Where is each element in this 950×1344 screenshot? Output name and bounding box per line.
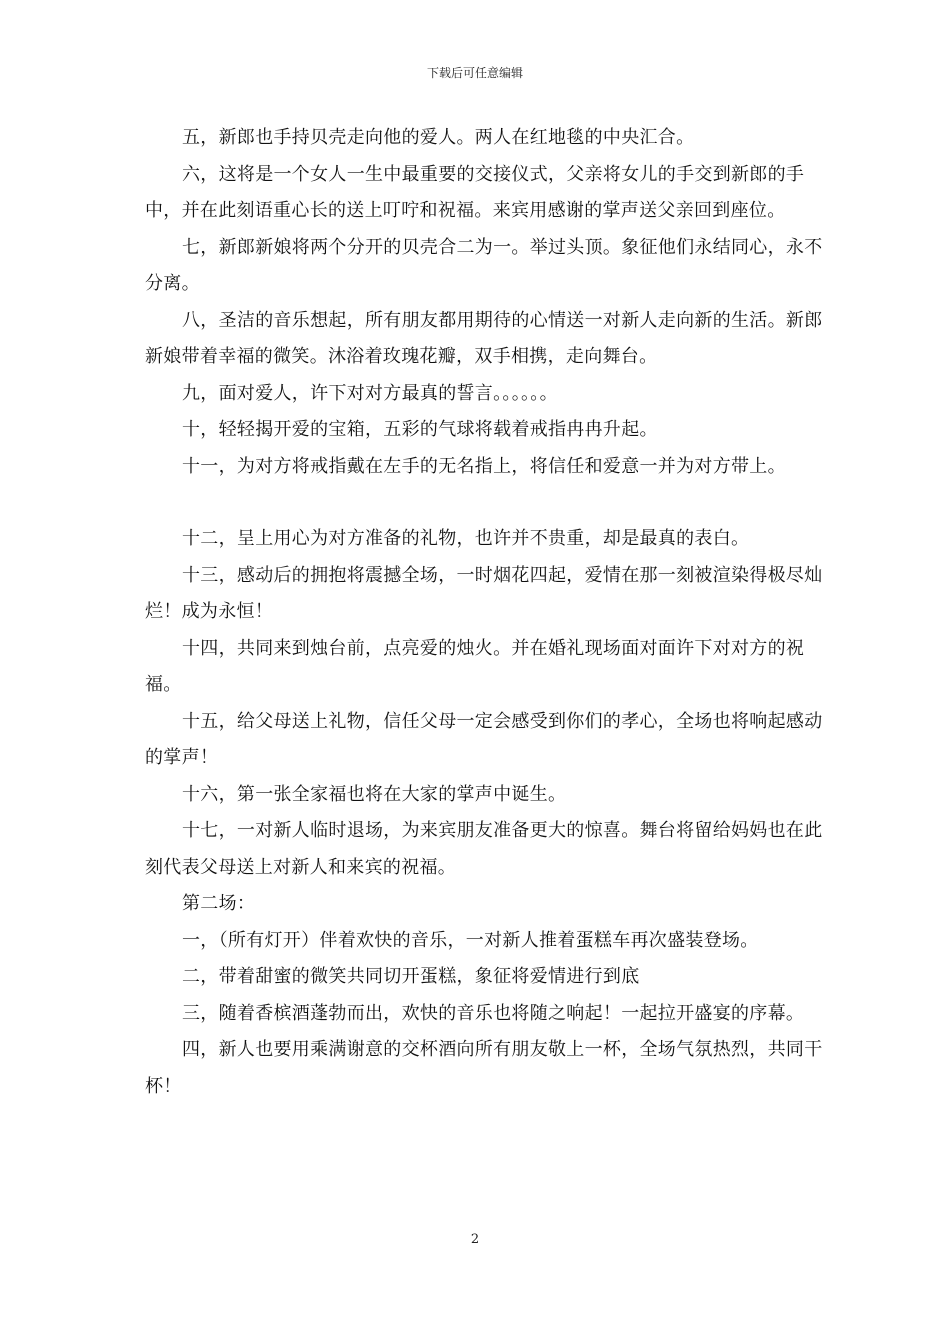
paragraph: 十六，第一张全家福也将在大家的掌声中诞生。: [182, 783, 567, 805]
paragraph: 十四，共同来到烛台前，点亮爱的烛火。并在婚礼现场面对面许下对对方的祝福。: [145, 637, 805, 695]
paragraph: 十七，一对新人临时退场，为来宾朋友准备更大的惊喜。舞台将留给妈妈也在此刻代表父母送上对新人和来宾的祝福。: [145, 820, 823, 878]
paragraph: 七，新郎新娘将两个分开的贝壳合二为一。举过头顶。象征他们永结同心，永不分离。: [145, 236, 823, 294]
paragraph: 六，这将是一个女人一生中最重要的交接仪式，父亲将女儿的手交到新郎的手中，并在此刻语重心长的送上叮咛和祝福。来宾用感谢的掌声送父亲回到座位。: [145, 163, 805, 221]
paragraph: 十，轻轻揭开爱的宝箱，五彩的气球将载着戒指冉冉升起。: [182, 419, 658, 440]
page-header: 下载后可任意编辑: [426, 66, 523, 80]
paragraph: 四，新人也要用乘满谢意的交杯酒向所有朋友敬上一杯，全场气氛热烈，共同干杯！: [145, 1039, 823, 1097]
paragraph: 二，带着甜蜜的微笑共同切开蛋糕，象征将爱情进行到底: [182, 966, 640, 987]
page-number: 2: [470, 1232, 480, 1247]
paragraph: 五，新郎也手持贝壳走向他的爱人。两人在红地毯的中央汇合。: [182, 127, 695, 148]
paragraph: 一，（所有灯开）伴着欢快的音乐，一对新人推着蛋糕车再次盛装登场。: [182, 929, 759, 951]
paragraph: 十三，感动后的拥抱将震撼全场，一时烟花四起，爱情在那一刻被渲染得极尽灿烂！成为永恒！: [145, 564, 823, 622]
section-heading: 第二场：: [182, 893, 256, 914]
paragraph: 九，面对爱人，许下对对方最真的誓言。。。。。。: [182, 382, 558, 404]
paragraph: 三，随着香槟酒蓬勃而出，欢快的音乐也将随之响起！一起拉开盛宴的序幕。: [182, 1002, 805, 1024]
paragraph: 八，圣洁的音乐想起，所有朋友都用期待的心情送一对新人走向新的生活。新郎新娘带着幸福的微笑。沐浴着玫瑰花瓣，双手相携，走向舞台。: [145, 309, 823, 367]
document-body: [145, 120, 825, 1105]
paragraph: 十二，呈上用心为对方准备的礼物，也许并不贵重，却是最真的表白。: [182, 528, 750, 549]
paragraph: 十五，给父母送上礼物，信任父母一定会感受到你们的孝心，全场也将响起感动的掌声！: [145, 710, 823, 768]
paragraph: 十一，为对方将戒指戴在左手的无名指上，将信任和爱意一并为对方带上。: [182, 455, 786, 477]
